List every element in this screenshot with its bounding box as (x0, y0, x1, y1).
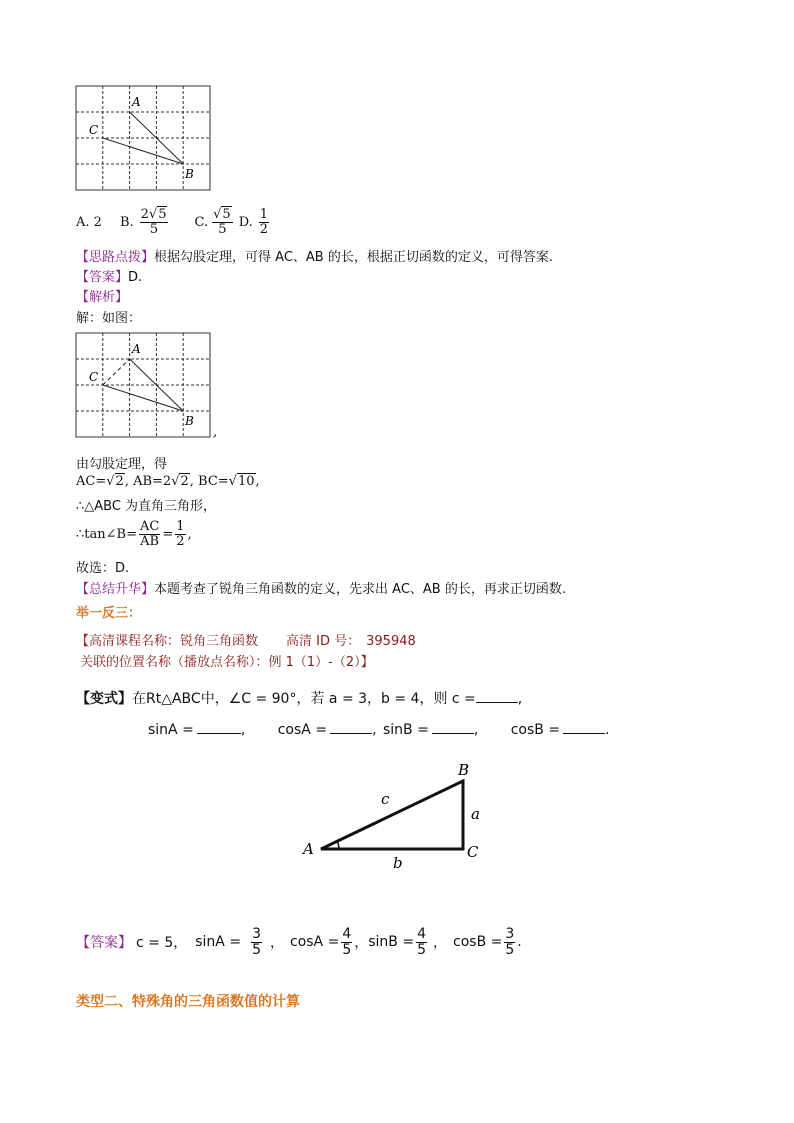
blank-sinA[interactable] (197, 733, 241, 734)
hint-line (76, 246, 553, 265)
practice-title: 举一反三： (76, 606, 142, 621)
figure-trailing-comma: , (213, 425, 218, 440)
side-label-a: a (471, 805, 480, 823)
side-label-b: b (393, 854, 403, 872)
option-b-label: B. (119, 214, 134, 230)
hint-tag: 【思路点拨】 (76, 250, 155, 265)
point-label-c: C (89, 370, 99, 384)
summary-line (76, 578, 566, 597)
tan-fraction-2: $\frac{1}{2}$ (176, 518, 185, 549)
segment-cb (103, 138, 183, 164)
variant-tag: 【变式】 (76, 691, 132, 707)
triangle-figure (295, 758, 495, 873)
tan-fraction-1: $\frac{AC}{AB}$ (139, 518, 160, 549)
course-line-2: 关联的位置名称（播放点名称）：例 1（1）-（2）】 (80, 655, 374, 670)
blank-cosB[interactable] (563, 733, 605, 734)
option-c-label: C. (194, 214, 209, 230)
tan-line: ∴tan∠B= $\frac{AC}{AB}$ = $\frac{1}{2}$ , (76, 518, 192, 549)
point-label-b: B (185, 167, 194, 181)
option-d-label: D. (238, 214, 253, 230)
pythag-line: 由勾股定理，得 (76, 457, 168, 472)
vertex-label-a: A (303, 840, 314, 858)
variant-text: 在Rt△ABC中，∠C = 90°，若 a = 3，b = 4，则 c = (132, 691, 476, 707)
point-label-b: B (185, 414, 194, 428)
grid-figure-1 (75, 85, 215, 195)
blank-sinB[interactable] (432, 733, 474, 734)
course-line-1: 【高清课程名称：锐角三角函数 高清 ID 号： 395948 (76, 634, 416, 649)
blank-c[interactable] (476, 702, 518, 703)
grid-figure-2 (75, 332, 225, 442)
answer-options (76, 205, 271, 239)
vertex-label-b: B (458, 761, 470, 779)
solution-intro: 解：如图： (76, 311, 142, 326)
analysis-tag: 【解析】 (76, 290, 129, 305)
variant-blanks-line: sinA = , cosA = , sinB = , cosB = . (148, 722, 610, 738)
option-a: A. 2 (76, 214, 102, 230)
point-label-c: C (89, 123, 99, 137)
right-triangle-line: ∴△ABC 为直角三角形， (76, 499, 217, 514)
answer2-tag: 【答案】 (76, 935, 132, 951)
point-label-a: A (132, 95, 141, 109)
segment-cb (103, 385, 183, 411)
side-label-c: c (381, 790, 390, 808)
answer-text: D. (128, 270, 143, 285)
choose-line: 故选：D. (76, 561, 130, 576)
lengths-line: AC=√2, AB=2√2, BC=√10, (76, 474, 260, 489)
summary-text: 本题考查了锐角三角函数的定义，先求出 AC、AB 的长，再求正切函数. (154, 582, 566, 597)
variant-line: 【变式】在Rt△ABC中，∠C = 90°，若 a = 3，b = 4，则 c = , (76, 691, 523, 707)
section-title: 类型二、特殊角的三角函数值的计算 (76, 994, 300, 1010)
point-label-a: A (132, 342, 141, 356)
option-d-fraction: $\frac{1}{2}$ (259, 206, 269, 237)
summary-tag: 【总结升华】 (76, 582, 155, 597)
answer-tag: 【答案】 (76, 270, 129, 285)
option-b-fraction: $\frac{2√5}{5}$ (140, 206, 167, 237)
vertex-label-c: C (467, 843, 479, 861)
blank-cosA[interactable] (330, 733, 372, 734)
answer2-line: 【答案】 c = 5， sinA = $\frac{3}{5}$ ， cosA = $\frac{4}{5}$ ， sinB = $\frac{4}{5}$ ， cosB = $\frac{3}{5}$ . (76, 925, 522, 958)
hint-text: 根据勾股定理，可得 AC、AB 的长，根据正切函数的定义，可得答案. (154, 250, 553, 265)
answer-line (76, 266, 142, 285)
option-c-fraction: $\frac{√5}{5}$ (213, 206, 231, 237)
segment-ac-dashed (103, 359, 130, 385)
